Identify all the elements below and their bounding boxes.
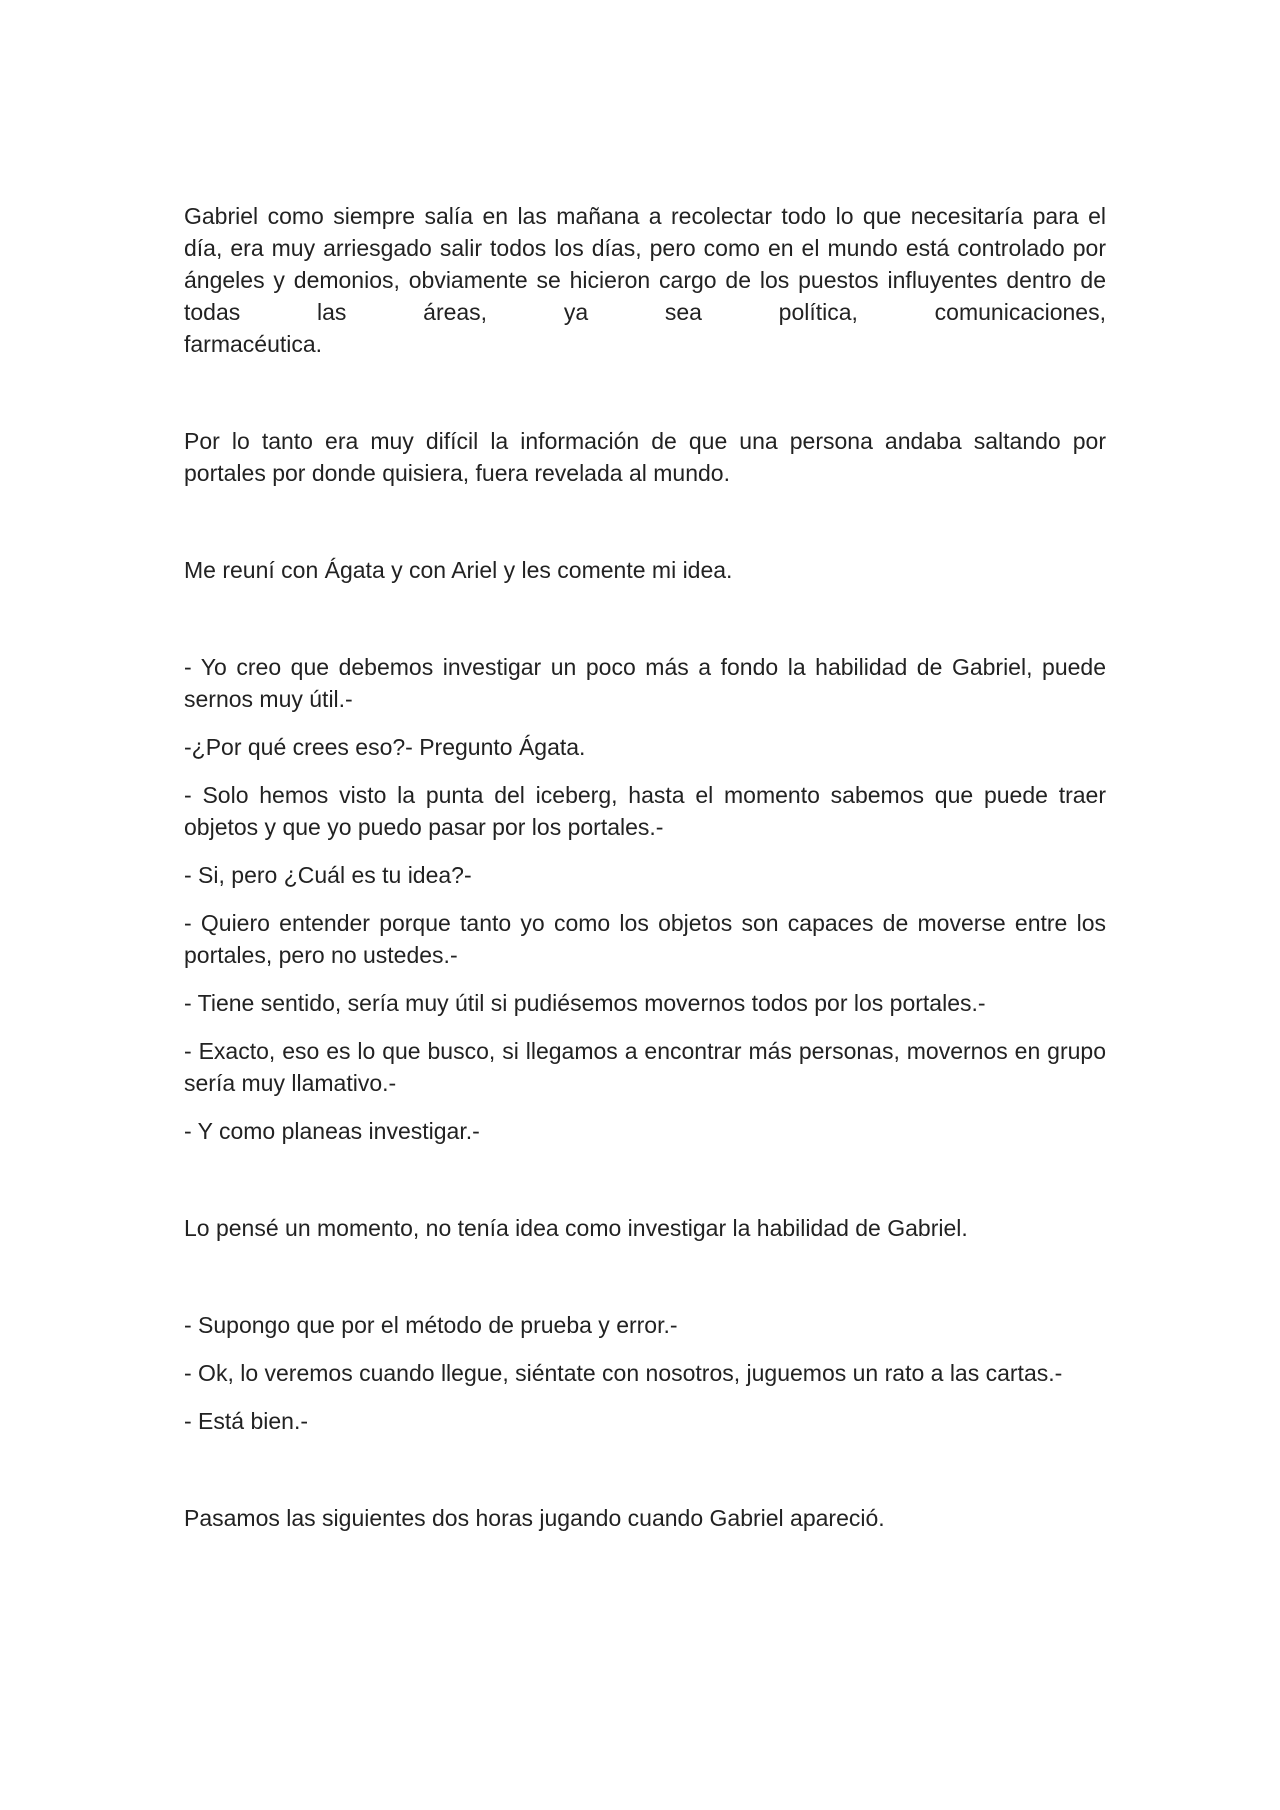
- dialogue-line: - Ok, lo veremos cuando llegue, siéntate con nosotros, juguemos un rato a las cartas.-: [184, 1360, 1063, 1386]
- dialogue-line: - Supongo que por el método de prueba y error.-: [184, 1312, 678, 1338]
- dialogue-line: - Tiene sentido, sería muy útil si pudiésemos movernos todos por los portales.-: [184, 990, 986, 1016]
- dialogue-line: - Solo hemos visto la punta del iceberg, hasta el momento sabemos que puede traer objetos y que yo puedo pasar por los portales.-: [184, 782, 1106, 840]
- narrative-paragraph: Gabriel como siempre salía en las mañana a recolectar todo lo que necesitaría para el día, era muy arriesgado salir todos los días, pero como en el mundo está controlado por ángeles y demonios, obviamente se hicieron cargo de los puestos influyentes dentro de todas las áreas, ya sea política, comunicaciones,: [184, 203, 1106, 325]
- dialogue-line: -¿Por qué crees eso?- Pregunto Ágata.: [184, 734, 586, 760]
- document-body: [184, 200, 1106, 1534]
- dialogue-line: - Y como planeas investigar.-: [184, 1118, 480, 1144]
- narrative-paragraph: Pasamos las siguientes dos horas jugando cuando Gabriel apareció.: [184, 1505, 885, 1531]
- narrative-paragraph: Lo pensé un momento, no tenía idea como investigar la habilidad de Gabriel.: [184, 1215, 968, 1241]
- dialogue-line: - Quiero entender porque tanto yo como los objetos son capaces de moverse entre los portales, pero no ustedes.-: [184, 910, 1106, 968]
- dialogue-line: - Está bien.-: [184, 1408, 308, 1434]
- narrative-paragraph: Me reuní con Ágata y con Ariel y les comente mi idea.: [184, 557, 733, 583]
- narrative-paragraph: Por lo tanto era muy difícil la información de que una persona andaba saltando por portales por donde quisiera, fuera revelada al mundo.: [184, 428, 1106, 486]
- dialogue-line: - Si, pero ¿Cuál es tu idea?-: [184, 862, 472, 888]
- narrative-paragraph-end: farmacéutica.: [184, 331, 323, 357]
- dialogue-line: - Exacto, eso es lo que busco, si llegamos a encontrar más personas, movernos en grupo sería muy llamativo.-: [184, 1038, 1106, 1096]
- dialogue-line: - Yo creo que debemos investigar un poco más a fondo la habilidad de Gabriel, puede sernos muy útil.-: [184, 654, 1106, 712]
